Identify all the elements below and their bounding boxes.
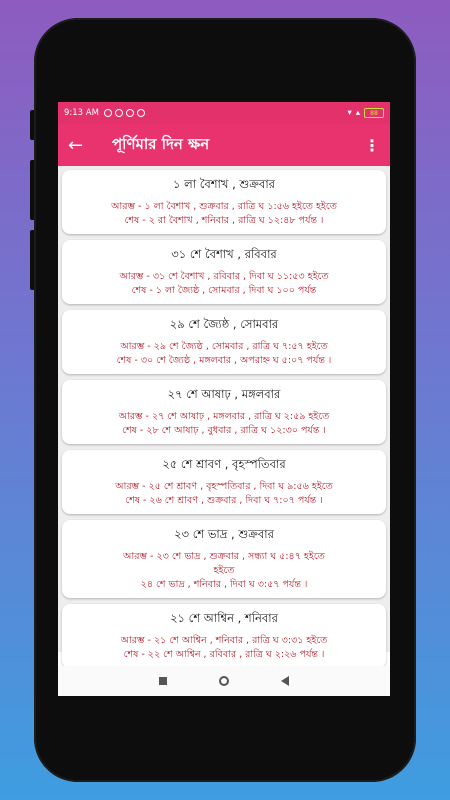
event-time-line: আরম্ভ - ১ লা বৈশাখ , শুক্রবার , রাত্রি ঘ ১:৫৬ হইতে হইতে [111, 201, 337, 212]
event-time-line: শেষ - ২৮ শে আষাঢ় , বুধবার , রাত্রি ঘ ১২:৩০ পর্যন্ত । [122, 425, 326, 436]
event-time-line: আরম্ভ - ২৯ শে জ্যৈষ্ঠ , সোমবার , রাত্রি ঘ ৭:৫৭ হইতে [120, 341, 328, 352]
status-bar [58, 102, 390, 124]
event-card[interactable] [62, 604, 386, 668]
phone-notch [175, 40, 275, 58]
event-time-line: আরম্ভ - ২৩ শে ভাদ্র , শুক্রবার , সন্ধ্যা ঘ ৫:৪৭ হইতে [123, 551, 325, 562]
event-time-line: আরম্ভ - ৩১ শে বৈশাখ , রবিবার , দিবা ঘ ১১:৫৩ হইতে [119, 271, 329, 282]
battery-icon [364, 108, 384, 118]
event-card[interactable] [62, 450, 386, 514]
event-time-line: আরম্ভ - ২৫ শে শ্রাবণ , বৃহস্পতিবার , দিবা ঘ ৯:৫৬ হইতে [115, 481, 333, 492]
recent-apps-icon[interactable] [159, 677, 167, 685]
event-card[interactable] [62, 310, 386, 374]
wifi-icon: ▾ [347, 108, 352, 118]
nav-back-icon[interactable] [281, 676, 289, 686]
event-title: ৩১ শে বৈশাখ , রবিবার [171, 247, 277, 261]
app-screen [58, 102, 390, 696]
notification-icon [126, 109, 134, 117]
event-card[interactable] [62, 520, 386, 598]
event-time-line: ২৪ শে ভাদ্র , শনিবার , দিবা ঘ ৩:৫৭ পর্যন্ত । [140, 579, 308, 590]
event-time-line: শেষ - ২২ শে আশ্বিন , রবিবার , রাত্রি ঘ ২:২৬ পর্যন্ত । [123, 649, 325, 660]
event-title: ২১ শে আশ্বিন , শনিবার [170, 611, 278, 625]
event-time-line: শেষ - ৩০ শে জ্যৈষ্ঠ , মঙ্গলবার , অপরাহ্ন ঘ ৫:০৭ পর্যন্ত । [116, 355, 332, 366]
signal-icon: ▴ [355, 108, 360, 118]
system-nav-bar [58, 666, 390, 696]
event-list [58, 166, 390, 660]
event-title: ২৫ শে শ্রাবণ , বৃহস্পতিবার [162, 457, 286, 471]
event-time-line: আরম্ভ - ২১ শে আশ্বিন , শনিবার , রাত্রি ঘ ৩:৩১ হইতে [120, 635, 328, 646]
status-time: 9:13 AM [64, 108, 99, 118]
event-card[interactable] [62, 380, 386, 444]
event-time-line: আরম্ভ - ২৭ শে আষাঢ় , মঙ্গলবার , রাত্রি ঘ ২:৫৯ হইতে [118, 411, 330, 422]
event-title: ১ লা বৈশাখ , শুক্রবার [173, 177, 275, 191]
event-time-line: শেষ - ২ রা বৈশাখ , শনিবার , রাত্রি ঘ ১২:৪৮ পর্যন্ত । [124, 215, 324, 226]
notification-icon [115, 109, 123, 117]
event-title: ২৩ শে ভাদ্র , শুক্রবার [174, 527, 274, 541]
more-vert-icon[interactable]: ⋮ [364, 135, 380, 155]
event-title: ২৯ শে জ্যৈষ্ঠ , সোমবার [169, 317, 279, 331]
status-right [347, 108, 384, 118]
battery-level: 88 [370, 109, 378, 117]
event-title: ২৭ শে আষাঢ় , মঙ্গলবার [167, 387, 281, 401]
event-time-line: হইতে [213, 565, 235, 576]
notification-icon [104, 109, 112, 117]
notification-icon [137, 109, 145, 117]
arrow-back-icon[interactable]: ← [68, 134, 84, 156]
event-card[interactable] [62, 170, 386, 234]
event-card[interactable] [62, 240, 386, 304]
app-bar [58, 124, 390, 166]
event-time-line: শেষ - ১ লা জ্যৈষ্ঠ , সোমবার , দিবা ঘ ১০০ পর্যন্ত [131, 285, 317, 296]
home-icon[interactable] [219, 676, 229, 686]
event-time-line: শেষ - ২৬ শে শ্রাবণ , শুক্রবার , দিবা ঘ ৭:০৭ পর্যন্ত । [125, 495, 323, 506]
notification-icons [104, 109, 145, 117]
page-title: পূর্ণিমার দিন ক্ষন [112, 134, 210, 153]
